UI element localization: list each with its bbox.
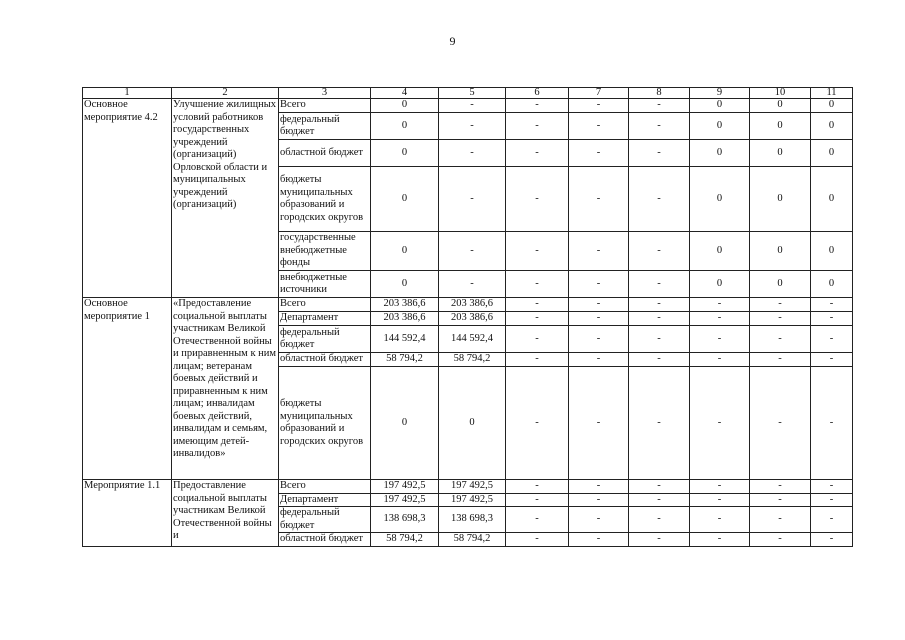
- value-cell: -: [811, 367, 853, 480]
- value-cell: -: [569, 271, 629, 298]
- value-cell: 138 698,3: [439, 507, 506, 533]
- value-cell: -: [690, 367, 750, 480]
- value-cell: 0: [811, 167, 853, 232]
- budget-table: [82, 87, 853, 547]
- value-cell: -: [506, 533, 569, 547]
- table-row: [83, 480, 853, 494]
- value-cell: -: [439, 167, 506, 232]
- column-number-header: 9: [690, 88, 750, 99]
- value-cell: -: [506, 367, 569, 480]
- page-number: 9: [449, 34, 456, 48]
- value-cell: 0: [690, 113, 750, 140]
- value-cell: -: [629, 298, 690, 312]
- value-cell: 197 492,5: [371, 480, 439, 494]
- value-cell: -: [569, 507, 629, 533]
- value-cell: -: [629, 140, 690, 167]
- funding-source-cell: федеральный бюджет: [279, 113, 371, 140]
- value-cell: -: [629, 232, 690, 271]
- value-cell: 197 492,5: [371, 493, 439, 507]
- value-cell: -: [506, 99, 569, 113]
- value-cell: -: [629, 326, 690, 353]
- value-cell: -: [629, 167, 690, 232]
- value-cell: 203 386,6: [371, 298, 439, 312]
- funding-source-cell: федеральный бюджет: [279, 507, 371, 533]
- value-cell: -: [439, 113, 506, 140]
- value-cell: -: [506, 353, 569, 367]
- column-number-header: 4: [371, 88, 439, 99]
- column-number-header: 8: [629, 88, 690, 99]
- table-body: [83, 88, 853, 547]
- value-cell: 203 386,6: [439, 298, 506, 312]
- value-cell: -: [750, 326, 811, 353]
- value-cell: -: [569, 367, 629, 480]
- value-cell: 0: [371, 99, 439, 113]
- activity-code-cell: Основное мероприятие 4.2: [83, 99, 172, 298]
- value-cell: 0: [811, 113, 853, 140]
- value-cell: -: [439, 232, 506, 271]
- value-cell: 0: [371, 271, 439, 298]
- value-cell: -: [690, 480, 750, 494]
- activity-code-cell: Мероприятие 1.1: [83, 480, 172, 547]
- value-cell: 197 492,5: [439, 493, 506, 507]
- value-cell: -: [439, 271, 506, 298]
- value-cell: 58 794,2: [439, 533, 506, 547]
- value-cell: -: [690, 326, 750, 353]
- column-number-header: 11: [811, 88, 853, 99]
- funding-source-cell: областной бюджет: [279, 140, 371, 167]
- value-cell: 0: [811, 232, 853, 271]
- funding-source-cell: государственные внебюджетные фонды: [279, 232, 371, 271]
- value-cell: -: [506, 271, 569, 298]
- value-cell: -: [750, 312, 811, 326]
- column-number-header: 6: [506, 88, 569, 99]
- value-cell: 203 386,6: [439, 312, 506, 326]
- value-cell: 0: [690, 271, 750, 298]
- value-cell: 0: [750, 232, 811, 271]
- value-cell: -: [629, 271, 690, 298]
- value-cell: -: [506, 298, 569, 312]
- value-cell: 203 386,6: [371, 312, 439, 326]
- value-cell: -: [506, 232, 569, 271]
- funding-source-cell: областной бюджет: [279, 353, 371, 367]
- funding-source-cell: областной бюджет: [279, 533, 371, 547]
- value-cell: 0: [750, 271, 811, 298]
- value-cell: -: [690, 298, 750, 312]
- value-cell: -: [506, 326, 569, 353]
- value-cell: -: [690, 312, 750, 326]
- value-cell: 0: [811, 99, 853, 113]
- value-cell: -: [569, 493, 629, 507]
- value-cell: -: [439, 140, 506, 167]
- value-cell: 0: [750, 99, 811, 113]
- value-cell: -: [750, 507, 811, 533]
- value-cell: -: [629, 507, 690, 533]
- funding-source-cell: бюджеты муниципальных образований и городских округов: [279, 367, 371, 480]
- value-cell: -: [811, 353, 853, 367]
- value-cell: -: [506, 507, 569, 533]
- table-row: [83, 99, 853, 113]
- value-cell: 0: [811, 271, 853, 298]
- value-cell: -: [439, 99, 506, 113]
- value-cell: -: [629, 353, 690, 367]
- value-cell: -: [690, 533, 750, 547]
- value-cell: -: [750, 533, 811, 547]
- value-cell: -: [569, 533, 629, 547]
- value-cell: -: [750, 493, 811, 507]
- funding-source-cell: Всего: [279, 480, 371, 494]
- funding-source-cell: Департамент: [279, 312, 371, 326]
- value-cell: -: [569, 326, 629, 353]
- value-cell: -: [690, 507, 750, 533]
- table-row: [83, 298, 853, 312]
- value-cell: -: [750, 353, 811, 367]
- column-number-header: 7: [569, 88, 629, 99]
- value-cell: 58 794,2: [371, 353, 439, 367]
- value-cell: 197 492,5: [439, 480, 506, 494]
- value-cell: -: [569, 480, 629, 494]
- funding-source-cell: Всего: [279, 298, 371, 312]
- value-cell: -: [629, 367, 690, 480]
- activity-code-cell: Основное мероприятие 1: [83, 298, 172, 480]
- value-cell: -: [750, 367, 811, 480]
- value-cell: -: [629, 480, 690, 494]
- value-cell: -: [811, 480, 853, 494]
- value-cell: -: [506, 480, 569, 494]
- value-cell: -: [506, 140, 569, 167]
- funding-source-cell: Департамент: [279, 493, 371, 507]
- value-cell: 0: [690, 140, 750, 167]
- value-cell: 0: [690, 99, 750, 113]
- value-cell: -: [506, 312, 569, 326]
- value-cell: 144 592,4: [439, 326, 506, 353]
- column-number-header: 10: [750, 88, 811, 99]
- value-cell: -: [569, 140, 629, 167]
- value-cell: -: [629, 113, 690, 140]
- column-number-header: 3: [279, 88, 371, 99]
- funding-source-cell: Всего: [279, 99, 371, 113]
- value-cell: -: [750, 480, 811, 494]
- value-cell: -: [569, 298, 629, 312]
- value-cell: -: [811, 312, 853, 326]
- value-cell: 0: [690, 167, 750, 232]
- activity-description-cell: Улучшение жилищных условий работников государственных учреждений (организаций) Орловской области и муниципальных учреждений (организаций): [172, 99, 279, 298]
- value-cell: -: [569, 167, 629, 232]
- value-cell: -: [629, 312, 690, 326]
- value-cell: 0: [750, 140, 811, 167]
- funding-source-cell: федеральный бюджет: [279, 326, 371, 353]
- value-cell: 0: [811, 140, 853, 167]
- value-cell: 0: [750, 167, 811, 232]
- value-cell: -: [629, 99, 690, 113]
- value-cell: 144 592,4: [371, 326, 439, 353]
- value-cell: 0: [371, 232, 439, 271]
- value-cell: 0: [371, 113, 439, 140]
- value-cell: -: [690, 493, 750, 507]
- value-cell: 138 698,3: [371, 507, 439, 533]
- value-cell: 0: [690, 232, 750, 271]
- funding-source-cell: бюджеты муниципальных образований и городских округов: [279, 167, 371, 232]
- value-cell: -: [569, 353, 629, 367]
- value-cell: 0: [750, 113, 811, 140]
- column-number-header: 2: [172, 88, 279, 99]
- funding-source-cell: внебюджетные источники: [279, 271, 371, 298]
- value-cell: 0: [371, 167, 439, 232]
- activity-description-cell: Предоставление социальной выплаты участникам Великой Отечественной войны и: [172, 480, 279, 547]
- column-number-header: 5: [439, 88, 506, 99]
- value-cell: 0: [371, 367, 439, 480]
- value-cell: -: [811, 298, 853, 312]
- value-cell: -: [629, 533, 690, 547]
- value-cell: 0: [371, 140, 439, 167]
- value-cell: -: [569, 232, 629, 271]
- value-cell: 58 794,2: [371, 533, 439, 547]
- value-cell: -: [750, 298, 811, 312]
- value-cell: -: [569, 312, 629, 326]
- value-cell: -: [506, 167, 569, 232]
- value-cell: -: [811, 507, 853, 533]
- activity-description-cell: «Предоставление социальной выплаты участникам Великой Отечественной войны и приравненным к ним лицам; ветеранам боевых действий и приравненным к ним лицам; инвалидам боевых действий, инвалидам и семьям, имеющим детей-инвалидов»: [172, 298, 279, 480]
- header-row: [83, 88, 853, 99]
- value-cell: -: [811, 493, 853, 507]
- value-cell: -: [690, 353, 750, 367]
- value-cell: -: [569, 113, 629, 140]
- value-cell: -: [569, 99, 629, 113]
- value-cell: 58 794,2: [439, 353, 506, 367]
- value-cell: -: [811, 533, 853, 547]
- value-cell: -: [506, 493, 569, 507]
- column-number-header: 1: [83, 88, 172, 99]
- value-cell: -: [506, 113, 569, 140]
- value-cell: -: [629, 493, 690, 507]
- value-cell: -: [811, 326, 853, 353]
- value-cell: 0: [439, 367, 506, 480]
